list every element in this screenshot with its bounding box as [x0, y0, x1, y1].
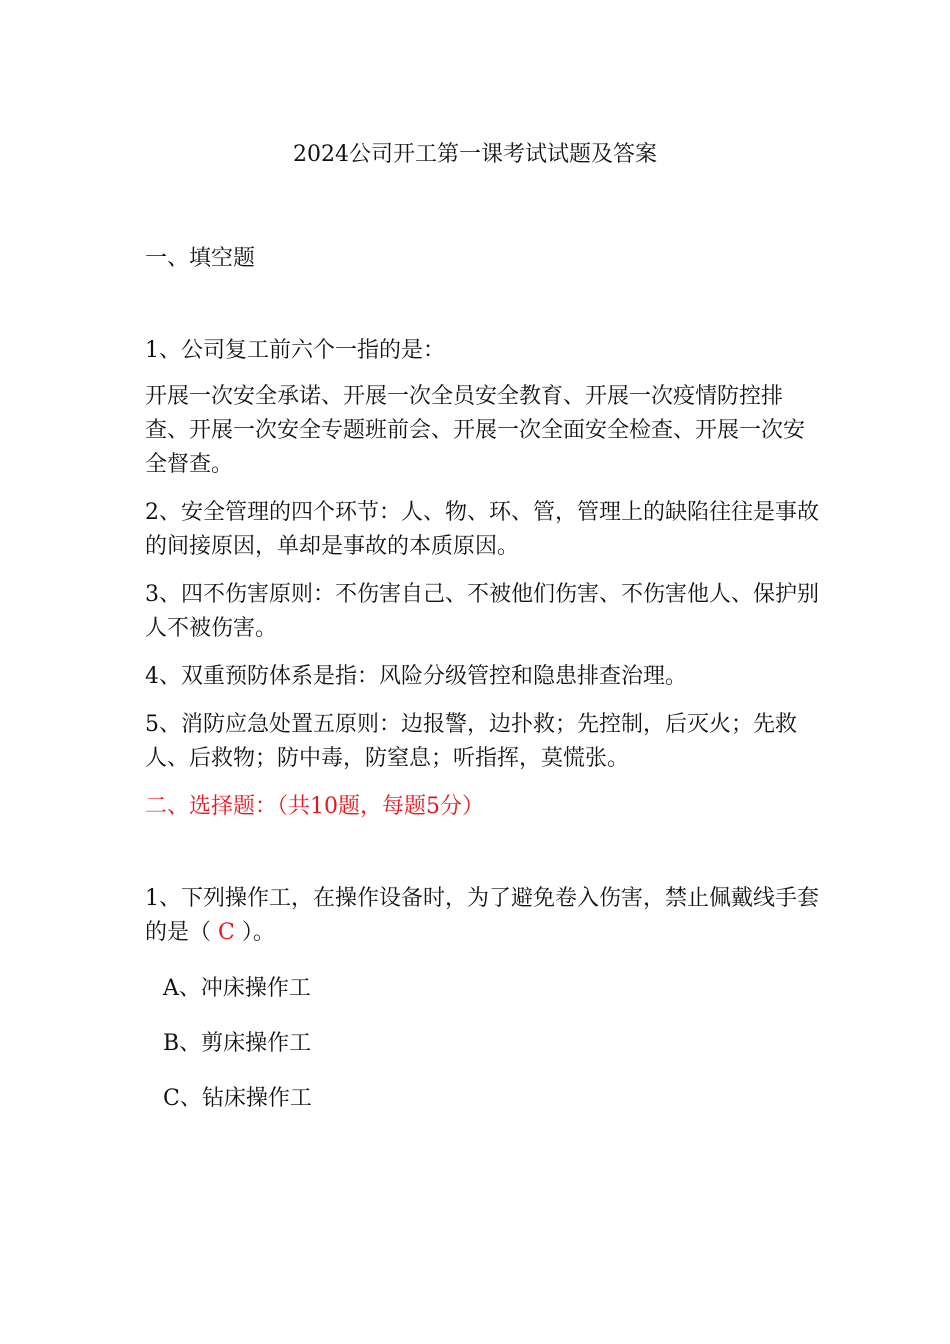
choice-option-b: B、剪床操作工	[163, 1031, 312, 1056]
fill-question-1-answer: 开展一次安全承诺、开展一次全员安全教育、开展一次疫情防控排查、开展一次安全专题班前会、开展一次全面安全检查、开展一次安全督查。	[145, 384, 806, 477]
section-heading-multiple-choice: 二、选择题：（共10题，每题5分）	[145, 794, 484, 819]
choice-question-1	[145, 882, 825, 950]
choice-option-c: C、钻床操作工	[163, 1086, 312, 1111]
choice-question-1-answer: C	[218, 920, 235, 945]
fill-question-3: 3、四不伤害原则：不伤害自己、不被他们伤害、不伤害他人、保护别人不被伤害。	[145, 582, 819, 641]
fill-question-2: 2、安全管理的四个环节：人、物、环、管，管理上的缺陷往往是事故的间接原因，单却是事故的本质原因。	[145, 500, 819, 559]
choice-question-1-stem: 1、下列操作工，在操作设备时，为了避免卷入伤害，禁止佩戴线手套的是（	[145, 886, 819, 945]
document-title: 2024公司开工第一课考试试题及答案	[293, 142, 657, 167]
choice-question-1-stem-end: ）。	[241, 920, 275, 945]
fill-question-5: 5、消防应急处置五原则：边报警，边扑救；先控制，后灭火；先救人、后救物；防中毒，防窒息；听指挥，莫慌张。	[145, 712, 797, 771]
document-body	[145, 242, 825, 1137]
section-heading-fill-in: 一、填空题	[145, 246, 256, 271]
fill-question-1-lead: 1、公司复工前六个一指的是：	[145, 338, 445, 363]
fill-question-4: 4、双重预防体系是指：风险分级管控和隐患排查治理。	[145, 664, 687, 689]
choice-option-a: A、冲床操作工	[163, 976, 311, 1001]
